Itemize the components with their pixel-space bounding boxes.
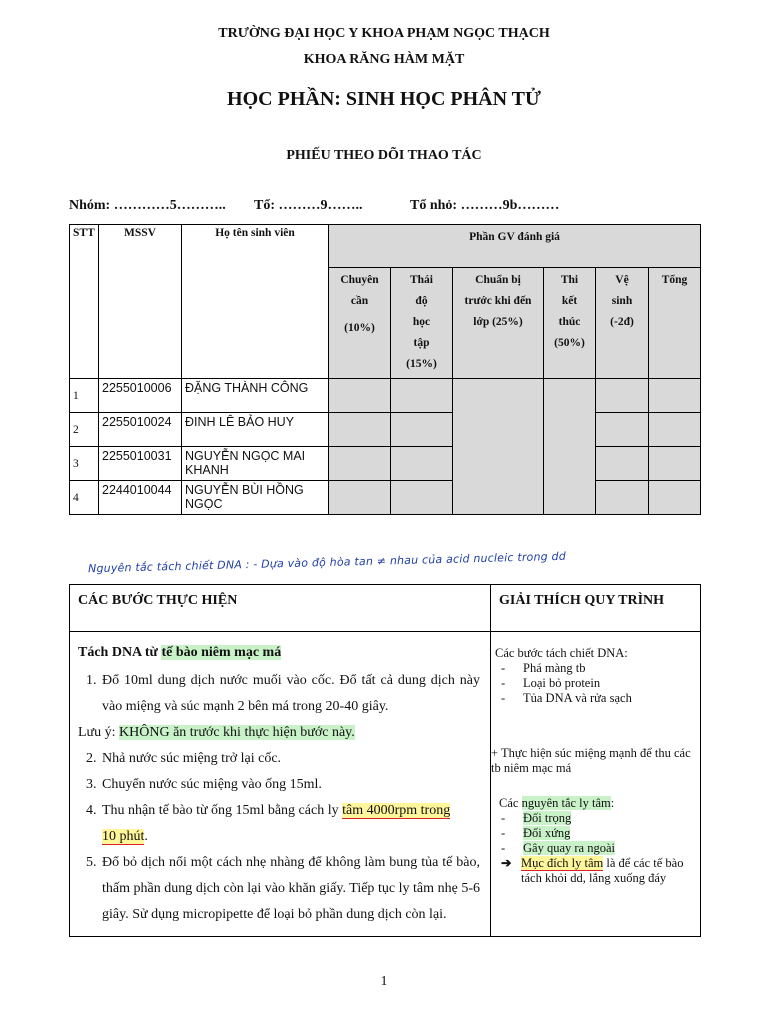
faculty-name: KHOA RĂNG HÀM MẶT (303, 52, 465, 67)
list-item: - Đối xứng (501, 826, 694, 841)
page-number: 1 (380, 974, 388, 989)
score-cell (596, 413, 649, 447)
extraction-steps-list (495, 661, 694, 706)
col-final-exam: Thi kết thúc (50%) (544, 268, 596, 379)
score-cell-merged (544, 379, 596, 515)
score-cell (649, 379, 701, 413)
col-name: Họ tên sinh viên (182, 225, 329, 379)
table-row (70, 379, 701, 413)
section-heading: Tách DNA từ tế bào niêm mạc má (78, 645, 282, 660)
row-name: NGUYỄN BÙI HỒNG NGỌC (182, 481, 329, 515)
extraction-steps-title: Các bước tách chiết DNA: (495, 646, 628, 660)
row-stt: 1 (70, 379, 99, 413)
explanation-cell (491, 632, 701, 937)
step-item: 5. Đổ bỏ dịch nổi một cách nhẹ nhàng để không làm bung tủa tế bào, thấm phần dung dịch còn lại vào khăn giấy. Tiếp tục ly tâm nhẹ 5-6 giây. Sử dụng micropipette để loại bỏ phần dung dịch còn lại. (100, 850, 480, 928)
table-row (70, 481, 701, 515)
score-cell (329, 447, 391, 481)
score-cell (649, 481, 701, 515)
row-name: ĐINH LÊ BẢO HUY (182, 413, 329, 447)
row-name: NGUYỄN NGỌC MAI KHANH (182, 447, 329, 481)
university-name: TRƯỜNG ĐẠI HỌC Y KHOA PHẠM NGỌC THẠCH (218, 26, 550, 41)
step-item: 3. Chuyển nước súc miệng vào ống 15ml. (100, 772, 480, 798)
list-item: - Gây quay ra ngoài (501, 841, 694, 856)
handwritten-note: Nguyên tắc tách chiết DNA : - Dựa vào độ hòa tan ≠ nhau của acid nucleic trong dd (87, 549, 567, 576)
arrow-icon: ➔ (501, 856, 512, 870)
steps-table (69, 584, 701, 937)
col-attendance: Chuyên cần (10%) (329, 268, 391, 379)
score-cell (649, 413, 701, 447)
col-mssv: MSSV (99, 225, 182, 379)
row-stt: 2 (70, 413, 99, 447)
row-stt: 4 (70, 481, 99, 515)
score-cell (329, 379, 391, 413)
steps-list (78, 668, 480, 720)
table-row (70, 447, 701, 481)
score-cell (329, 481, 391, 515)
group-number: Nhóm: …………5……….. (69, 198, 226, 213)
list-item: - Tủa DNA và rửa sạch (501, 691, 694, 706)
explanation-header: GIẢI THÍCH QUY TRÌNH (491, 585, 701, 632)
score-cell (596, 447, 649, 481)
mouthwash-note: + Thực hiện súc miệng mạnh để thu các tb niêm mạc má (491, 746, 691, 775)
step-item: 4. Thu nhận tế bào từ ống 15ml bằng cách ly tâm 4000rpm trong 10 phút. (100, 798, 480, 850)
form-title: PHIẾU THEO DÕI THAO TÁC (286, 148, 482, 163)
warning-note: Lưu ý: KHÔNG ăn trước khi thực hiện bước này. (78, 725, 355, 740)
table-row (70, 413, 701, 447)
subteam-number: Tổ nhỏ: ………9b……… (410, 198, 560, 213)
centrifuge-principles: Các nguyên tắc ly tâm: (499, 796, 615, 810)
score-cell (596, 481, 649, 515)
team-number: Tổ: ………9…….. (254, 198, 363, 213)
score-cell (329, 413, 391, 447)
centrifuge-purpose: ➔ Mục đích ly tâm là để các tế bào tách khỏi dd, lắng xuống đáy (501, 856, 684, 885)
list-item: - Loại bỏ protein (501, 676, 694, 691)
col-stt: STT (70, 225, 99, 379)
evaluation-table (69, 224, 701, 515)
score-cell (391, 379, 453, 413)
score-cell (391, 447, 453, 481)
col-total: Tổng (649, 268, 701, 379)
steps-list-cont (78, 746, 480, 928)
step-item: 2. Nhả nước súc miệng trở lại cốc. (100, 746, 480, 772)
col-gv-eval: Phần GV đánh giá (329, 225, 701, 268)
score-cell-merged (453, 379, 544, 515)
row-name: ĐẶNG THÀNH CÔNG (182, 379, 329, 413)
row-mssv: 2255010031 (99, 447, 182, 481)
score-cell (391, 413, 453, 447)
list-item: - Đối trọng (501, 811, 694, 826)
steps-cell (70, 632, 491, 937)
row-mssv: 2244010044 (99, 481, 182, 515)
score-cell (391, 481, 453, 515)
col-preparation: Chuẩn bị trước khi đến lớp (25%) (453, 268, 544, 379)
row-stt: 3 (70, 447, 99, 481)
steps-header: CÁC BƯỚC THỰC HIỆN (70, 585, 491, 632)
row-mssv: 2255010006 (99, 379, 182, 413)
score-cell (596, 379, 649, 413)
step-item: 1. Đổ 10ml dung dịch nước muối vào cốc. Đổ tất cả dung dịch này vào miệng và súc mạnh 2 bên má trong 20-40 giây. (100, 668, 480, 720)
col-attitude: Thái độ học tập (15%) (391, 268, 453, 379)
course-title: HỌC PHẦN: SINH HỌC PHÂN TỬ (227, 88, 541, 110)
list-item: - Phá màng tb (501, 661, 694, 676)
centrifuge-list (495, 811, 694, 856)
score-cell (649, 447, 701, 481)
row-mssv: 2255010024 (99, 413, 182, 447)
col-hygiene: Vệ sinh (-2đ) (596, 268, 649, 379)
